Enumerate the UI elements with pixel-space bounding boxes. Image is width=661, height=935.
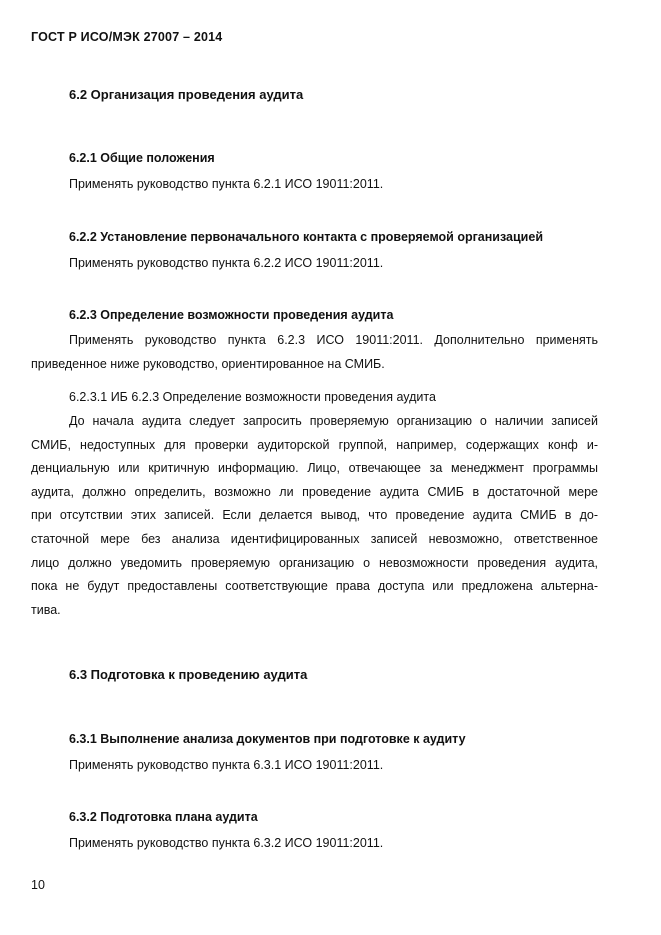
paragraph-line: пока не будут предоставлены соответствующие права доступа или предложена альтерна- — [31, 579, 598, 594]
subsection-heading-6-2-3: 6.2.3 Определение возможности проведения аудита — [69, 308, 394, 322]
paragraph-line: СМИБ, недоступных для проверки аудиторской группой, например, содержащих конф и- — [31, 437, 598, 452]
paragraph-line: при отсутствии этих записей. Если делается вывод, что проведение аудита СМИБ в до- — [31, 508, 598, 523]
paragraph-line: тива. — [31, 602, 61, 617]
subsection-text-6-3-1: Применять руководство пункта 6.3.1 ИСО 19011:2011. — [69, 758, 384, 772]
document-header: ГОСТ Р ИСО/МЭК 27007 – 2014 — [31, 30, 223, 44]
subsection-heading-6-3-1: 6.3.1 Выполнение анализа документов при подготовке к аудиту — [69, 732, 466, 746]
paragraph-line: лицо должно уведомить проверяемую организацию о невозможности проведения аудита, — [31, 555, 598, 570]
subsection-text-6-2-1: Применять руководство пункта 6.2.1 ИСО 19011:2011. — [69, 177, 384, 191]
paragraph-line: приведенное ниже руководство, ориентированное на СМИБ. — [31, 356, 385, 371]
paragraph-line: денциальную или критичную информацию. Лицо, отвечающее за менеджмент программы — [31, 461, 598, 476]
clause-heading-6-2-3-1: 6.2.3.1 ИБ 6.2.3 Определение возможности проведения аудита — [69, 390, 436, 404]
paragraph-line: До начала аудита следует запросить проверяемую организацию о наличии записей — [69, 414, 598, 428]
section-heading-6-3: 6.3 Подготовка к проведению аудита — [69, 667, 308, 682]
paragraph-6-2-3 — [31, 329, 598, 376]
paragraph-line: аудита, должно определить, возможно ли проведение аудита СМИБ в достаточной мере — [31, 484, 598, 499]
subsection-heading-6-3-2: 6.3.2 Подготовка плана аудита — [69, 810, 258, 824]
subsection-text-6-2-2: Применять руководство пункта 6.2.2 ИСО 19011:2011. — [69, 256, 384, 270]
subsection-text-6-3-2: Применять руководство пункта 6.3.2 ИСО 19011:2011. — [69, 836, 384, 850]
subsection-heading-6-2-2: 6.2.2 Установление первоначального контакта с проверяемой организацией — [69, 230, 543, 244]
paragraph-6-2-3-1 — [31, 410, 598, 622]
paragraph-line: Применять руководство пункта 6.2.3 ИСО 19011:2011. Дополнительно применять — [69, 333, 598, 347]
page-number: 10 — [31, 878, 45, 892]
paragraph-line: статочной мере без анализа идентифицированных записей невозможно, ответственное — [31, 531, 598, 546]
section-heading-6-2: 6.2 Организация проведения аудита — [69, 87, 304, 102]
subsection-heading-6-2-1: 6.2.1 Общие положения — [69, 151, 215, 165]
